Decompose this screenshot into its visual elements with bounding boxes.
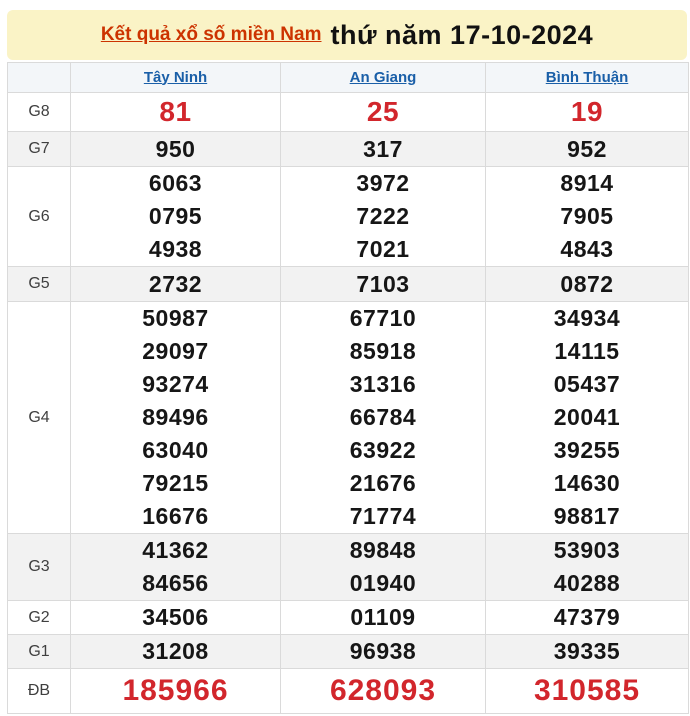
prize-row-G6 bbox=[8, 167, 689, 267]
result-cell bbox=[71, 601, 281, 635]
column-header-binh-thuan bbox=[486, 63, 689, 93]
result-number: 31208 bbox=[142, 638, 209, 664]
result-cell bbox=[71, 267, 281, 302]
prize-row-G3 bbox=[8, 534, 689, 601]
result-number: 79215 bbox=[142, 470, 209, 496]
prize-label: G8 bbox=[8, 93, 71, 132]
result-number: 63922 bbox=[349, 437, 417, 463]
result-cell bbox=[71, 534, 281, 601]
result-cell bbox=[71, 302, 281, 534]
result-number: 0795 bbox=[148, 203, 203, 229]
result-cell bbox=[281, 167, 486, 267]
result-number: 628093 bbox=[329, 674, 437, 707]
column-header-tay-ninh bbox=[71, 63, 281, 93]
result-number: 81 bbox=[159, 96, 192, 127]
result-cell bbox=[281, 132, 486, 167]
province-link-tay-ninh[interactable]: Tây Ninh bbox=[143, 68, 208, 86]
lottery-results-page bbox=[0, 10, 690, 716]
result-number: 05437 bbox=[553, 371, 621, 397]
result-number: 7021 bbox=[356, 236, 410, 262]
result-number: 89496 bbox=[142, 404, 209, 430]
prize-label: G6 bbox=[8, 167, 71, 267]
result-number: 19 bbox=[570, 96, 604, 127]
result-number: 2732 bbox=[148, 271, 203, 297]
result-number: 185966 bbox=[122, 674, 229, 707]
result-cell bbox=[281, 267, 486, 302]
title-date: thứ năm 17-10-2024 bbox=[330, 19, 594, 50]
result-cell bbox=[486, 93, 689, 132]
result-cell bbox=[281, 635, 486, 669]
result-number: 34506 bbox=[142, 604, 209, 630]
prize-label: ĐB bbox=[8, 669, 71, 714]
prize-row-G2 bbox=[8, 601, 689, 635]
result-cell bbox=[281, 302, 486, 534]
result-number: 7905 bbox=[560, 203, 614, 229]
result-number: 01940 bbox=[349, 570, 417, 596]
result-cell bbox=[281, 534, 486, 601]
result-number: 40288 bbox=[553, 570, 621, 596]
result-number: 31316 bbox=[349, 371, 417, 397]
result-cell bbox=[486, 267, 689, 302]
result-cell bbox=[71, 93, 281, 132]
prize-label: G4 bbox=[8, 302, 71, 534]
prize-row-G8 bbox=[8, 93, 689, 132]
prize-row-ĐB bbox=[8, 669, 689, 714]
result-number: 41362 bbox=[142, 537, 209, 563]
prize-row-G4 bbox=[8, 302, 689, 534]
result-number: 98817 bbox=[553, 503, 621, 529]
prize-label: G5 bbox=[8, 267, 71, 302]
result-cell bbox=[71, 132, 281, 167]
result-number: 34934 bbox=[553, 305, 621, 331]
result-number: 01109 bbox=[350, 604, 416, 630]
result-number: 20041 bbox=[553, 404, 621, 430]
result-number: 14630 bbox=[553, 470, 621, 496]
result-number: 89848 bbox=[349, 537, 417, 563]
result-number: 93274 bbox=[142, 371, 209, 397]
result-number: 310585 bbox=[533, 674, 641, 707]
result-number: 39255 bbox=[553, 437, 621, 463]
result-cell bbox=[71, 635, 281, 669]
results-table bbox=[7, 62, 689, 714]
result-number: 39335 bbox=[553, 638, 621, 664]
result-number: 53903 bbox=[553, 537, 621, 563]
result-number: 71774 bbox=[349, 503, 417, 529]
column-header-an-giang bbox=[281, 63, 486, 93]
prize-label: G2 bbox=[8, 601, 71, 635]
result-cell bbox=[486, 669, 689, 714]
title-link[interactable]: Kết quả xổ số miền Nam bbox=[100, 24, 322, 45]
result-number: 21676 bbox=[349, 470, 417, 496]
prize-label: G1 bbox=[8, 635, 71, 669]
result-number: 3972 bbox=[356, 170, 410, 196]
result-number: 952 bbox=[567, 136, 607, 162]
page-title-banner bbox=[7, 10, 687, 60]
result-number: 50987 bbox=[142, 305, 209, 331]
result-number: 7103 bbox=[356, 271, 410, 297]
result-number: 8914 bbox=[560, 170, 614, 196]
result-number: 25 bbox=[366, 96, 400, 127]
result-number: 63040 bbox=[142, 437, 209, 463]
prize-row-G5 bbox=[8, 267, 689, 302]
result-cell bbox=[486, 601, 689, 635]
result-cell bbox=[281, 93, 486, 132]
result-number: 6063 bbox=[148, 170, 203, 196]
result-number: 67710 bbox=[349, 305, 417, 331]
result-number: 66784 bbox=[349, 404, 417, 430]
result-number: 29097 bbox=[142, 338, 209, 364]
province-link-an-giang[interactable]: An Giang bbox=[349, 68, 417, 86]
result-cell bbox=[71, 167, 281, 267]
result-cell bbox=[486, 132, 689, 167]
province-link-binh-thuan[interactable]: Bình Thuận bbox=[545, 68, 629, 86]
result-number: 4843 bbox=[560, 236, 614, 262]
result-number: 84656 bbox=[142, 570, 209, 596]
prize-label: G7 bbox=[8, 132, 71, 167]
result-number: 4938 bbox=[148, 236, 203, 262]
prize-row-G1 bbox=[8, 635, 689, 669]
result-cell bbox=[486, 302, 689, 534]
corner-cell bbox=[8, 63, 71, 93]
result-number: 85918 bbox=[349, 338, 417, 364]
prize-label: G3 bbox=[8, 534, 71, 601]
result-number: 950 bbox=[155, 136, 196, 162]
result-number: 96938 bbox=[349, 638, 417, 664]
result-cell bbox=[486, 635, 689, 669]
result-cell bbox=[281, 669, 486, 714]
result-number: 7222 bbox=[356, 203, 410, 229]
column-header-row bbox=[8, 63, 689, 93]
result-number: 0872 bbox=[560, 271, 614, 297]
result-number: 47379 bbox=[553, 604, 621, 630]
result-cell bbox=[486, 534, 689, 601]
result-cell bbox=[71, 669, 281, 714]
result-cell bbox=[486, 167, 689, 267]
prize-row-G7 bbox=[8, 132, 689, 167]
result-number: 16676 bbox=[142, 503, 209, 529]
result-cell bbox=[281, 601, 486, 635]
result-number: 317 bbox=[363, 136, 403, 162]
result-number: 14115 bbox=[554, 338, 620, 364]
